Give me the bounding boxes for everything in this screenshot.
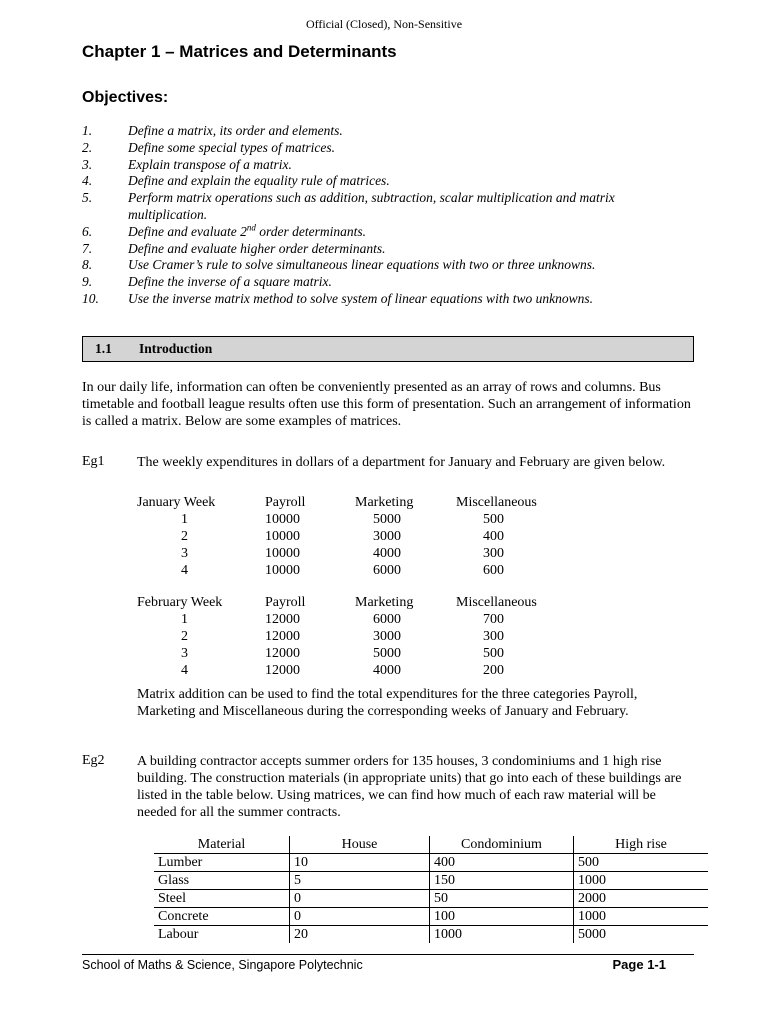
objective-text: Use the inverse matrix method to solve system of linear equations with two unknowns.	[128, 290, 593, 306]
objective-item	[82, 140, 696, 157]
table-cell: Steel	[154, 890, 290, 908]
table-cell: 5000	[574, 926, 709, 944]
materials-table	[154, 836, 708, 943]
column-header: January Week	[137, 494, 216, 510]
table-cell: 0	[290, 890, 430, 908]
table-cell: 10000	[265, 545, 300, 561]
table-cell: 4	[181, 562, 188, 578]
objective-number: 4.	[82, 173, 93, 189]
table-cell: 600	[483, 562, 504, 578]
objective-item	[82, 190, 696, 224]
objective-number: 5.	[82, 190, 93, 206]
table-cell: 4000	[373, 662, 401, 678]
table-cell: 500	[483, 645, 504, 661]
eg1-label: Eg1	[82, 454, 105, 469]
column-header: Marketing	[355, 594, 414, 610]
table-cell: 1000	[430, 926, 574, 944]
objective-text: Perform matrix operations such as addition, subtraction, scalar multiplication and matrix multiplication.	[128, 190, 615, 222]
table-header-row	[137, 494, 556, 511]
table-cell: Glass	[154, 872, 290, 890]
table-cell: 12000	[265, 611, 300, 627]
objective-item	[82, 241, 696, 258]
table-cell: 2	[181, 628, 188, 644]
objective-text: Explain transpose of a matrix.	[128, 156, 292, 172]
chapter-title: Chapter 1 – Matrices and Determinants	[82, 42, 397, 61]
table-row	[154, 854, 708, 872]
table-cell: 100	[430, 908, 574, 926]
table-row	[137, 645, 556, 662]
objectives-list	[82, 123, 696, 308]
table-cell: 1	[181, 611, 188, 627]
column-header: February Week	[137, 594, 223, 610]
objective-number: 10.	[82, 290, 99, 306]
objective-text: Use Cramer’s rule to solve simultaneous linear equations with two or three unknowns.	[128, 257, 596, 273]
section-heading-bar	[82, 336, 694, 362]
table-cell: 20	[290, 926, 430, 944]
column-header: Payroll	[265, 494, 306, 510]
column-header: Marketing	[355, 494, 414, 510]
table-cell: 3000	[373, 628, 401, 644]
objective-item	[82, 291, 696, 308]
table-cell: 500	[574, 854, 709, 872]
objective-item	[82, 274, 696, 291]
objective-item	[82, 173, 696, 190]
section-title: Introduction	[139, 341, 213, 356]
table-row	[137, 628, 556, 645]
table-cell: 200	[483, 662, 504, 678]
column-header: Payroll	[265, 594, 306, 610]
eg2-text: A building contractor accepts summer orders for 135 houses, 3 condominiums and 1 high rise building. The construction materials (in appropriate units) that go into each of these buildings are listed in the table below. Using matrices, we can find how much of each raw material will be needed for all the summer contracts.	[137, 754, 682, 820]
table-cell: 4	[181, 662, 188, 678]
table-cell: 10000	[265, 511, 300, 527]
eg1-note: Matrix addition can be used to find the total expenditures for the three categories Payroll, Marketing and Miscellaneous during the corresponding weeks of January and February.	[137, 687, 638, 719]
objective-text: Define the inverse of a square matrix.	[128, 274, 332, 290]
january-expenditure-table	[137, 494, 556, 579]
eg1-text: The weekly expenditures in dollars of a department for January and February are given below.	[137, 455, 666, 470]
table-row	[137, 511, 556, 528]
table-row	[154, 926, 708, 944]
table-cell: 50	[430, 890, 574, 908]
column-header: Condominium	[430, 836, 574, 854]
objective-text	[128, 224, 696, 241]
table-cell: 300	[483, 545, 504, 561]
objective-number: 1.	[82, 123, 93, 138]
table-row	[137, 611, 556, 628]
objective-text: Define a matrix, its order and elements.	[128, 123, 343, 138]
objective-item	[82, 123, 696, 140]
objective-number: 3.	[82, 156, 93, 172]
table-cell: 4000	[373, 545, 401, 561]
objective-text: Define and explain the equality rule of matrices.	[128, 173, 390, 189]
objective-item	[82, 157, 696, 174]
objective-text: Define and evaluate higher order determinants.	[128, 240, 386, 256]
table-cell: 150	[430, 872, 574, 890]
table-row	[154, 890, 708, 908]
table-row	[137, 528, 556, 545]
column-header: House	[290, 836, 430, 854]
table-cell: 3000	[373, 528, 401, 544]
objective-item	[82, 257, 696, 274]
table-cell: 0	[290, 908, 430, 926]
table-header-row	[137, 594, 556, 611]
table-header-row	[154, 836, 708, 854]
ordinal-superscript: nd	[246, 222, 256, 233]
table-cell: 10	[290, 854, 430, 872]
objective-text-post: order determinants.	[255, 223, 366, 239]
objective-number: 2.	[82, 139, 93, 155]
table-cell: Lumber	[154, 854, 290, 872]
table-cell: 2000	[574, 890, 709, 908]
table-row	[137, 545, 556, 562]
table-cell: 2	[181, 528, 188, 544]
table-cell: 1000	[574, 872, 709, 890]
column-header: High rise	[574, 836, 709, 854]
table-cell: 10000	[265, 562, 300, 578]
objective-number: 7.	[82, 240, 93, 256]
footer-institution: School of Maths & Science, Singapore Polytechnic	[82, 958, 363, 972]
column-header: Miscellaneous	[456, 494, 537, 510]
footer-divider	[82, 954, 694, 955]
table-cell: Concrete	[154, 908, 290, 926]
table-cell: 500	[483, 511, 504, 527]
table-cell: 1	[181, 511, 188, 527]
objective-text-pre: Define and evaluate 2	[128, 223, 247, 239]
column-header: Material	[154, 836, 290, 854]
table-cell: Labour	[158, 926, 199, 942]
table-row	[137, 562, 556, 579]
table-cell: 12000	[265, 628, 300, 644]
objective-number: 8.	[82, 257, 93, 273]
table-cell: 12000	[265, 662, 300, 678]
table-cell: 6000	[373, 562, 401, 578]
classification-header: Official (Closed), Non-Sensitive	[305, 17, 463, 31]
table-cell: 3	[181, 645, 188, 661]
table-cell: 300	[483, 628, 504, 644]
table-cell: 6000	[373, 611, 401, 627]
table-cell: 400	[483, 528, 504, 544]
objective-number: 6.	[82, 223, 93, 239]
objective-text: Define some special types of matrices.	[128, 139, 335, 155]
objective-number: 9.	[82, 274, 93, 290]
intro-paragraph: In our daily life, information can often be conveniently presented as an array of rows and columns. Bus timetable and football league results often use this form of presentation. Such an arrangement of information is called a matrix. Below are some examples of matrices.	[82, 380, 691, 429]
column-header: Miscellaneous	[456, 594, 537, 610]
table-row	[154, 908, 708, 926]
table-cell: 1000	[574, 908, 709, 926]
section-number: 1.1	[95, 341, 112, 356]
eg2-label: Eg2	[82, 753, 105, 768]
table-cell: 700	[483, 611, 504, 627]
table-cell: 5	[290, 872, 430, 890]
objective-item	[82, 224, 696, 241]
table-row	[154, 872, 708, 890]
page-number: Page 1-1	[612, 957, 666, 972]
table-cell: 10000	[265, 528, 300, 544]
february-expenditure-table	[137, 594, 556, 679]
table-row	[137, 662, 556, 679]
table-cell: 5000	[373, 645, 401, 661]
objectives-heading: Objectives:	[82, 89, 169, 106]
table-cell: 3	[181, 545, 188, 561]
table-cell: 400	[430, 854, 574, 872]
table-cell: 12000	[265, 645, 300, 661]
table-cell: 5000	[373, 511, 401, 527]
